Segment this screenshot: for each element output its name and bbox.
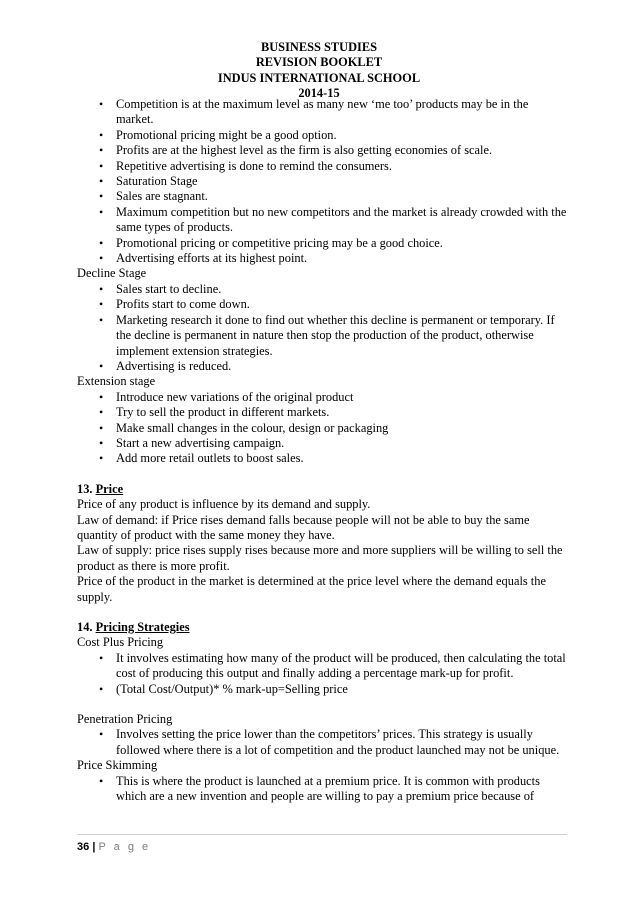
list-item: • Maximum competition but no new competitors and the market is already crowded with the same types of products.	[77, 205, 567, 236]
cost-plus-bullet-list	[77, 651, 567, 697]
header-booklet: REVISION BOOKLET	[255, 55, 383, 70]
header-year: 2014-15	[298, 86, 340, 101]
list-item: • Make small changes in the colour, design or packaging	[77, 421, 567, 436]
page-label: P a g e	[98, 841, 151, 853]
decline-stage-heading: Decline Stage	[77, 266, 147, 281]
pricing-strategies-heading	[77, 620, 567, 635]
list-item: • Introduce new variations of the original product	[77, 390, 567, 405]
penetration-heading: Penetration Pricing	[77, 712, 173, 727]
price-paragraph: Price of any product is influence by its demand and supply.	[77, 497, 371, 512]
price-paragraph: Law of demand: if Price rises demand falls because people will not be able to buy the same quantity of product with the same money they have.	[77, 512, 530, 542]
penetration-bullet-list	[77, 727, 567, 758]
list-item: • (Total Cost/Output)* % mark-up=Selling price	[77, 682, 567, 697]
extension-bullet-list	[77, 390, 567, 467]
list-item: • Competition is at the maximum level as many new ‘me too’ products may be in the market.	[77, 97, 567, 128]
extension-stage-heading: Extension stage	[77, 374, 156, 389]
list-item: • Try to sell the product in different markets.	[77, 405, 567, 420]
footer-divider	[77, 834, 567, 835]
decline-bullet-list	[77, 282, 567, 374]
page-number: 36	[77, 841, 90, 853]
pricing-section-number: 14.	[77, 620, 93, 634]
maturity-bullet-list	[77, 97, 567, 266]
price-paragraph: Price of the product in the market is determined at the price level where the demand equals the supply.	[77, 574, 546, 604]
list-item: • This is where the product is launched at a premium price. It is common with products which are a new invention and people are willing to pay a premium price because of	[77, 774, 567, 805]
list-item: • Add more retail outlets to boost sales.	[77, 451, 567, 466]
skimming-bullet-list	[77, 774, 567, 805]
list-item: • Promotional pricing might be a good option.	[77, 128, 567, 143]
list-item: • It involves estimating how many of the product will be produced, then calculating the total cost of producing this output and finally adding a percentage mark-up for profit.	[77, 651, 567, 682]
list-item: • Profits start to come down.	[77, 297, 567, 312]
header-subject: BUSINESS STUDIES	[260, 40, 378, 54]
list-item: • Promotional pricing or competitive pricing may be a good choice.	[77, 236, 567, 251]
list-item: • Sales are stagnant.	[77, 189, 567, 204]
list-item: • Advertising efforts at its highest point.	[77, 251, 567, 266]
header-school: INDUS INTERNATIONAL SCHOOL	[217, 70, 421, 85]
spacer	[77, 697, 567, 712]
list-item: • Start a new advertising campaign.	[77, 436, 567, 451]
page-content	[77, 97, 567, 804]
cost-plus-heading: Cost Plus Pricing	[77, 635, 164, 650]
footer-separator: |	[92, 841, 96, 853]
list-item: • Profits are at the highest level as the firm is also getting economies of scale.	[77, 143, 567, 158]
list-item: • Saturation Stage	[77, 174, 567, 189]
list-item: • Involves setting the price lower than the competitors’ prices. This strategy is usually followed where there is a lot of competition and the product launched may not be unique.	[77, 727, 567, 758]
price-section-number: 13.	[77, 481, 93, 496]
page-header	[0, 40, 638, 102]
list-item: • Advertising is reduced.	[77, 359, 567, 374]
list-item: • Repetitive advertising is done to remind the consumers.	[77, 159, 567, 174]
list-item: • Marketing research it done to find out whether this decline is permanent or temporary. If the decline is permanent in nature then stop the production of the product, otherwise implement extension strategies.	[77, 313, 567, 359]
pricing-section-title: Pricing Strategies	[95, 620, 190, 634]
price-section-heading	[77, 482, 567, 497]
skimming-heading: Price Skimming	[77, 758, 158, 773]
price-paragraph: Law of supply: price rises supply rises because more and more suppliers will be willing to sell the product as there is more profit.	[77, 543, 563, 573]
page-footer	[77, 840, 151, 855]
price-section-title: Price	[95, 481, 124, 496]
list-item: • Sales start to decline.	[77, 282, 567, 297]
